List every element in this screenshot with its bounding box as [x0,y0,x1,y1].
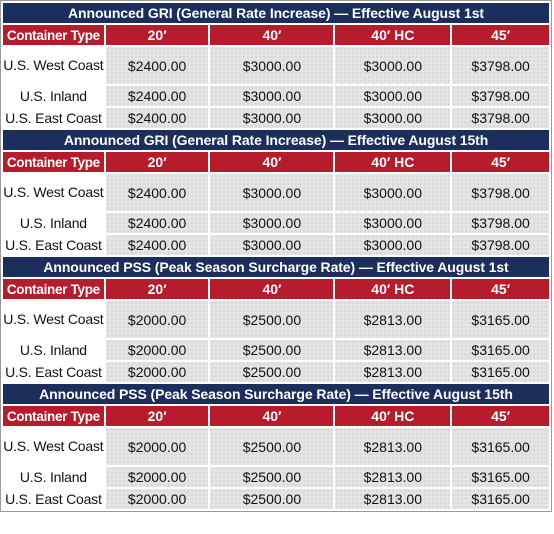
rate-cell-40ft-hc: $2813.00 [335,489,450,509]
section-title-row [3,3,549,23]
rate-cell-20ft: $2400.00 [106,174,209,211]
section-title: Announced PSS (Peak Season Surcharge Rate) — Effective August 1st [3,257,549,277]
rate-cell-40ft: $3000.00 [210,213,333,233]
rate-cell-20ft: $2000.00 [106,428,209,465]
location-label: U.S. East Coast [3,362,104,382]
rate-cell-20ft: $2400.00 [106,235,209,255]
rate-cell-40ft-hc: $3000.00 [335,47,450,84]
rate-cell-45ft: $3798.00 [452,86,549,106]
rate-cell-40ft-hc: $3000.00 [335,174,450,211]
rate-cell-40ft-hc: $2813.00 [335,362,450,382]
column-header-row [3,152,549,172]
location-label: U.S. Inland [3,213,104,233]
rate-cell-40ft-hc: $3000.00 [335,213,450,233]
rate-cell-45ft: $3798.00 [452,108,549,128]
location-label: U.S. East Coast [3,489,104,509]
section-title: Announced PSS (Peak Season Surcharge Rate) — Effective August 15th [3,384,549,404]
column-header-45ft: 45′ [452,25,549,45]
section-title: Announced GRI (General Rate Increase) — Effective August 15th [3,130,549,150]
rate-cell-45ft: $3165.00 [452,489,549,509]
rate-cell-40ft: $2500.00 [210,340,333,360]
column-header-40ft: 40′ [210,279,333,299]
section-title-row [3,384,549,404]
rate-cell-20ft: $2000.00 [106,467,209,487]
table-row [3,428,549,465]
rate-cell-45ft: $3165.00 [452,428,549,465]
rate-cell-45ft: $3165.00 [452,340,549,360]
rate-cell-45ft: $3798.00 [452,213,549,233]
rate-cell-40ft-hc: $2813.00 [335,301,450,338]
rate-cell-45ft: $3798.00 [452,47,549,84]
section-title: Announced GRI (General Rate Increase) — Effective August 1st [3,3,549,23]
rate-cell-45ft: $3165.00 [452,301,549,338]
table-row [3,489,549,509]
table-row [3,213,549,233]
table-row [3,174,549,211]
rate-cell-40ft: $2500.00 [210,301,333,338]
column-header-container-type: Container Type [3,406,104,426]
rate-cell-20ft: $2000.00 [106,301,209,338]
location-label: U.S. Inland [3,467,104,487]
rate-table-body [3,3,549,509]
column-header-container-type: Container Type [3,279,104,299]
rate-cell-40ft-hc: $3000.00 [335,235,450,255]
location-label: U.S. East Coast [3,108,104,128]
column-header-40ft-hc: 40′ HC [335,279,450,299]
rate-cell-40ft-hc: $2813.00 [335,467,450,487]
rate-cell-45ft: $3798.00 [452,174,549,211]
table-row [3,108,549,128]
column-header-row [3,25,549,45]
rate-cell-20ft: $2000.00 [106,362,209,382]
section-title-row [3,130,549,150]
rate-cell-20ft: $2000.00 [106,489,209,509]
rate-cell-40ft: $2500.00 [210,467,333,487]
column-header-45ft: 45′ [452,279,549,299]
rate-cell-40ft-hc: $2813.00 [335,340,450,360]
rate-cell-45ft: $3165.00 [452,362,549,382]
rate-cell-45ft: $3798.00 [452,235,549,255]
rate-cell-20ft: $2000.00 [106,340,209,360]
rate-cell-20ft: $2400.00 [106,108,209,128]
rate-cell-20ft: $2400.00 [106,86,209,106]
column-header-45ft: 45′ [452,406,549,426]
rate-cell-40ft-hc: $3000.00 [335,108,450,128]
table-row [3,340,549,360]
column-header-40ft-hc: 40′ HC [335,152,450,172]
location-label: U.S. West Coast [3,47,104,84]
rate-cell-40ft: $3000.00 [210,47,333,84]
rate-cell-20ft: $2400.00 [106,47,209,84]
location-label: U.S. West Coast [3,174,104,211]
column-header-45ft: 45′ [452,152,549,172]
column-header-20ft: 20′ [106,25,209,45]
column-header-container-type: Container Type [3,25,104,45]
table-row [3,362,549,382]
table-row [3,86,549,106]
table-row [3,47,549,84]
location-label: U.S. Inland [3,340,104,360]
column-header-40ft-hc: 40′ HC [335,406,450,426]
column-header-20ft: 20′ [106,152,209,172]
table-row [3,467,549,487]
rate-cell-20ft: $2400.00 [106,213,209,233]
section-title-row [3,257,549,277]
column-header-40ft: 40′ [210,25,333,45]
column-header-row [3,279,549,299]
rate-cell-40ft-hc: $2813.00 [335,428,450,465]
location-label: U.S. East Coast [3,235,104,255]
location-label: U.S. West Coast [3,301,104,338]
column-header-20ft: 20′ [106,279,209,299]
rate-cell-45ft: $3165.00 [452,467,549,487]
rate-cell-40ft: $3000.00 [210,108,333,128]
rate-cell-40ft: $3000.00 [210,86,333,106]
rate-cell-40ft: $3000.00 [210,174,333,211]
column-header-40ft-hc: 40′ HC [335,25,450,45]
column-header-20ft: 20′ [106,406,209,426]
table-row [3,301,549,338]
column-header-container-type: Container Type [3,152,104,172]
location-label: U.S. Inland [3,86,104,106]
rate-cell-40ft: $2500.00 [210,362,333,382]
rate-cell-40ft: $2500.00 [210,428,333,465]
column-header-40ft: 40′ [210,152,333,172]
location-label: U.S. West Coast [3,428,104,465]
column-header-row [3,406,549,426]
table-row [3,235,549,255]
column-header-40ft: 40′ [210,406,333,426]
rate-cell-40ft: $3000.00 [210,235,333,255]
rate-cell-40ft-hc: $3000.00 [335,86,450,106]
rate-cell-40ft: $2500.00 [210,489,333,509]
